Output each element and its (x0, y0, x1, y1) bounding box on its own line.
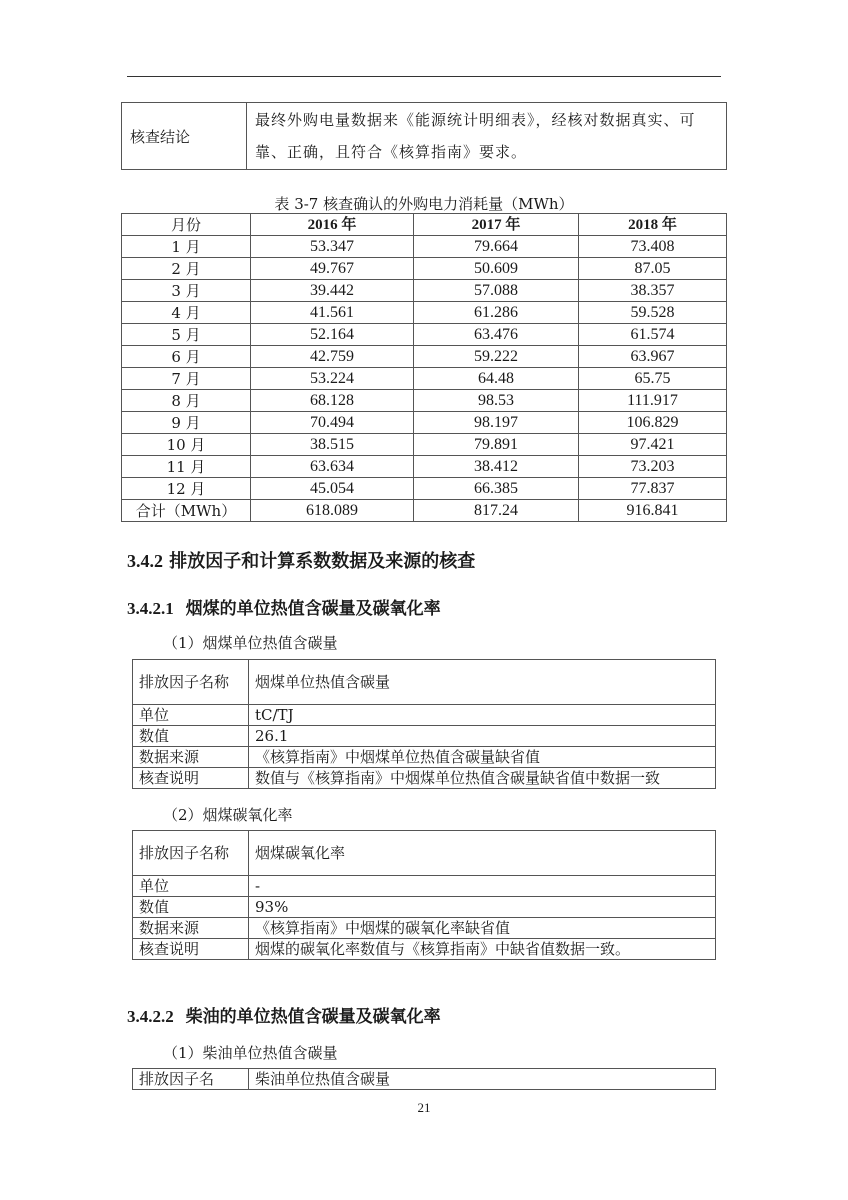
header-2017: 2017 年 (414, 214, 579, 236)
value-cell: 73.203 (579, 456, 727, 478)
month-cell: 10 月 (122, 434, 251, 456)
subheading-diesel-carbon-content: （1）柴油单位热值含碳量 (163, 1044, 338, 1062)
factor-value: tC/TJ (249, 705, 716, 726)
month-cell: 3 月 (122, 280, 251, 302)
month-cell: 1 月 (122, 236, 251, 258)
header-2018: 2018 年 (579, 214, 727, 236)
month-cell: 11 月 (122, 456, 251, 478)
value-cell: 52.164 (251, 324, 414, 346)
factor-key: 单位 (133, 876, 249, 897)
factor-value: 26.1 (249, 726, 716, 747)
value-cell: 68.128 (251, 390, 414, 412)
factor-value: 数值与《核算指南》中烟煤单位热值含碳量缺省值中数据一致 (249, 768, 716, 789)
factor-value: 烟煤碳氧化率 (249, 831, 716, 876)
month-cell: 4 月 (122, 302, 251, 324)
factor-value: 烟煤的碳氧化率数值与《核算指南》中缺省值数据一致。 (249, 939, 716, 960)
section-heading-3-4-2: 3.4.2 排放因子和计算系数数据及来源的核查 (127, 551, 476, 572)
value-cell: 57.088 (414, 280, 579, 302)
table-row (122, 346, 727, 368)
conclusion-text: 最终外购电量数据来《能源统计明细表》，经核对数据真实、可靠、正确，且符合《核算指南》要求。 (247, 103, 727, 170)
page-number: 21 (417, 1100, 431, 1115)
factor-value: 烟煤单位热值含碳量 (249, 660, 716, 705)
factor-value: 93% (249, 897, 716, 918)
factor-key: 单位 (133, 705, 249, 726)
value-cell: 79.891 (414, 434, 579, 456)
factor-row (133, 1069, 716, 1090)
value-cell: 618.089 (251, 500, 414, 522)
month-cell: 6 月 (122, 346, 251, 368)
power-consumption-table (121, 213, 727, 522)
table-row (122, 412, 727, 434)
factor-key: 排放因子名称 (133, 831, 249, 876)
factor-value: 《核算指南》中烟煤单位热值含碳量缺省值 (249, 747, 716, 768)
value-cell: 45.054 (251, 478, 414, 500)
factor-row (133, 726, 716, 747)
factor-row (133, 939, 716, 960)
factor-key: 数据来源 (133, 747, 249, 768)
factor-table-bituminous-carbon-content (132, 659, 716, 789)
value-cell: 63.476 (414, 324, 579, 346)
value-cell: 65.75 (579, 368, 727, 390)
table-row (122, 434, 727, 456)
table-row (122, 456, 727, 478)
value-cell: 98.197 (414, 412, 579, 434)
month-cell: 9 月 (122, 412, 251, 434)
value-cell: 38.515 (251, 434, 414, 456)
factor-key: 核查说明 (133, 939, 249, 960)
factor-row (133, 918, 716, 939)
factor-row (133, 876, 716, 897)
factor-table-diesel-carbon-content (132, 1068, 716, 1090)
conclusion-table (121, 102, 727, 170)
factor-row (133, 747, 716, 768)
factor-row (133, 660, 716, 705)
value-cell: 63.634 (251, 456, 414, 478)
value-cell: 39.442 (251, 280, 414, 302)
table-caption: 表 3-7 核查确认的外购电力消耗量（MWh） (274, 195, 574, 213)
table-row (122, 500, 727, 522)
header-2016: 2016 年 (251, 214, 414, 236)
header-month: 月份 (122, 214, 251, 236)
factor-row (133, 768, 716, 789)
factor-value: - (249, 876, 716, 897)
value-cell: 59.528 (579, 302, 727, 324)
month-cell: 12 月 (122, 478, 251, 500)
value-cell: 817.24 (414, 500, 579, 522)
value-cell: 59.222 (414, 346, 579, 368)
factor-value: 柴油单位热值含碳量 (249, 1069, 716, 1090)
factor-key: 排放因子名 (133, 1069, 249, 1090)
value-cell: 53.347 (251, 236, 414, 258)
value-cell: 106.829 (579, 412, 727, 434)
value-cell: 97.421 (579, 434, 727, 456)
value-cell: 70.494 (251, 412, 414, 434)
value-cell: 111.917 (579, 390, 727, 412)
factor-row (133, 831, 716, 876)
value-cell: 79.664 (414, 236, 579, 258)
value-cell: 73.408 (579, 236, 727, 258)
value-cell: 42.759 (251, 346, 414, 368)
month-cell: 合计（MWh） (122, 500, 251, 522)
value-cell: 61.286 (414, 302, 579, 324)
factor-key: 数据来源 (133, 918, 249, 939)
value-cell: 38.412 (414, 456, 579, 478)
subheading-bituminous-carbon-content: （1）烟煤单位热值含碳量 (163, 634, 338, 652)
value-cell: 53.224 (251, 368, 414, 390)
factor-table-bituminous-oxidation-rate (132, 830, 716, 960)
factor-row (133, 897, 716, 918)
value-cell: 49.767 (251, 258, 414, 280)
factor-key: 数值 (133, 897, 249, 918)
value-cell: 64.48 (414, 368, 579, 390)
factor-key: 核查说明 (133, 768, 249, 789)
table-row (122, 302, 727, 324)
factor-key: 排放因子名称 (133, 660, 249, 705)
header-rule (127, 76, 721, 77)
value-cell: 38.357 (579, 280, 727, 302)
conclusion-label: 核查结论 (122, 103, 247, 170)
section-heading-3-4-2-2: 3.4.2.2 柴油的单位热值含碳量及碳氧化率 (127, 1007, 441, 1027)
month-cell: 8 月 (122, 390, 251, 412)
table-row (122, 478, 727, 500)
month-cell: 7 月 (122, 368, 251, 390)
table-header-row (122, 214, 727, 236)
value-cell: 50.609 (414, 258, 579, 280)
value-cell: 66.385 (414, 478, 579, 500)
value-cell: 63.967 (579, 346, 727, 368)
factor-key: 数值 (133, 726, 249, 747)
value-cell: 98.53 (414, 390, 579, 412)
subheading-bituminous-oxidation-rate: （2）烟煤碳氧化率 (163, 806, 293, 824)
table-row (122, 390, 727, 412)
table-row (122, 258, 727, 280)
section-heading-3-4-2-1: 3.4.2.1 烟煤的单位热值含碳量及碳氧化率 (127, 599, 441, 619)
month-cell: 2 月 (122, 258, 251, 280)
value-cell: 61.574 (579, 324, 727, 346)
value-cell: 87.05 (579, 258, 727, 280)
factor-value: 《核算指南》中烟煤的碳氧化率缺省值 (249, 918, 716, 939)
value-cell: 41.561 (251, 302, 414, 324)
table-row (122, 368, 727, 390)
factor-row (133, 705, 716, 726)
table-row (122, 236, 727, 258)
value-cell: 77.837 (579, 478, 727, 500)
table-row (122, 280, 727, 302)
value-cell: 916.841 (579, 500, 727, 522)
month-cell: 5 月 (122, 324, 251, 346)
table-row (122, 324, 727, 346)
